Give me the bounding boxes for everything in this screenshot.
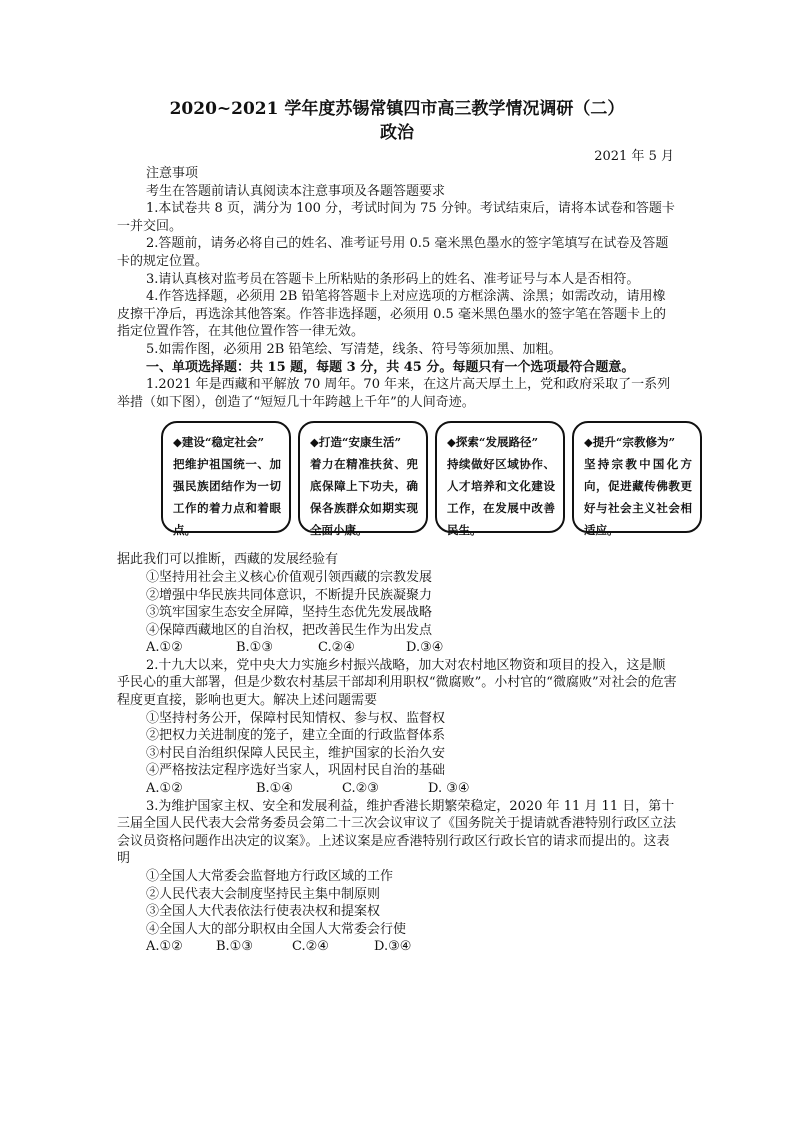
statement: ④保障西藏地区的自治权，把改善民生作为出发点 (146, 622, 433, 638)
measure-card-body: 着力在精准扶贫、兜底保障上下功夫，确保各族群众如期实现全面小康。 (310, 457, 418, 538)
statement: ④严格按法定程序选好当家人，巩固村民自治的基础 (146, 763, 446, 779)
statement: ②增强中华民族共同体意识，不断提升民族凝聚力 (146, 587, 433, 603)
option: D.③④ (374, 939, 412, 955)
q3-stem: 3.为维护国家主权、安全和发展利益，维护香港长期繁荣稳定，2020 年 11 月 11 日，第十三届全国人民代表大会常务委员会第二十三次会议审议了《国务院关于提请就香港特别行政区立法会议员资格问题作出决定的议案》。上述议案是应香港特别行政区行政长官的请求而提出的。这表明 (117, 798, 677, 867)
option: C.②④ (318, 640, 355, 656)
option: D.③④ (406, 640, 444, 656)
section-heading: 一、单项选择题：共 15 题，每题 3 分，共 45 分。每题只有一个选项最符合题意。 (146, 359, 635, 375)
q2-stem: 2.十九大以来，党中央大力实施乡村振兴战略，加大对农村地区物资和项目的投入，这是顺乎民心的重大部署，但是少数农村基层干部却利用职权“微腐败”。小村官的“微腐败”对社会的危害程度更直接，影响也更大。解决上述问题需要 (117, 657, 677, 709)
option: C.②③ (342, 781, 379, 797)
statement: ④全国人大的部分职权由全国人大常委会行使 (146, 921, 407, 937)
measure-card-body: 把维护祖国统一、加强民族团结作为一切工作的着力点和着眼点。 (173, 457, 281, 538)
statement: ③村民自治组织保障人民民主，维护国家的长治久安 (146, 745, 446, 761)
measure-card (298, 421, 428, 538)
statement: ②人民代表大会制度坚持民主集中制原则 (146, 886, 381, 902)
statement: ②把权力关进制度的笼子，建立全面的行政监督体系 (146, 728, 446, 744)
option: A.①② (146, 939, 183, 955)
option: B.①④ (256, 781, 293, 797)
measure-card-body: 坚持宗教中国化方向，促进藏传佛教更好与社会主义社会相适应。 (584, 457, 692, 538)
statement: ③全国人大代表依法行使表决权和提案权 (146, 904, 381, 920)
statement: ①坚持村务公开，保障村民知情权、参与权、监督权 (146, 710, 446, 726)
notes-intro: 考生在答题前请认真阅读本注意事项及各题答题要求 (146, 183, 446, 199)
note-item: 1.本试卷共 8 页，满分为 100 分，考试时间为 75 分钟。考试结束后，请将本试卷和答题卡一并交回。 (117, 201, 675, 234)
q1-stem: 1.2021 年是西藏和平解放 70 周年。70 年来，在这片高天厚土上，党和政府采取了一系列举措（如下图），创造了“短短几十年跨越上千年”的人间奇迹。 (117, 377, 671, 410)
exam-date: 2021 年 5 月 (594, 149, 674, 164)
option: B.①③ (216, 939, 253, 955)
statement: ①全国人大常委会监督地方行政区域的工作 (146, 869, 394, 884)
exam-title: 2020~2021 学年度苏锡常镇四市高三教学情况调研（二） (169, 99, 625, 119)
measure-card (435, 421, 565, 538)
statement: ③筑牢国家生态安全屏障，坚持生态优先发展战略 (146, 605, 433, 621)
measure-card (572, 421, 702, 538)
measure-card-title: ◆探索“发展路径” (447, 435, 539, 450)
q1-lead: 据此我们可以推断，西藏的发展经验有 (117, 552, 339, 568)
statement: ①坚持用社会主义核心价值观引领西藏的宗教发展 (146, 569, 433, 585)
exam-body (117, 165, 692, 956)
q2-options (117, 780, 677, 798)
measure-card-title: ◆提升“宗教修为” (584, 435, 676, 450)
option: D. ③④ (428, 781, 470, 797)
measure-card (161, 421, 291, 538)
q1-options (117, 639, 677, 657)
note-item: 4.作答选择题，必须用 2B 铅笔将答题卡上对应选项的方框涂满、涂黑；如需改动，请用橡皮擦干净后，再选涂其他答案。作答非选择题，必须用 0.5 毫米黑色墨水的签字笔在答题卡上的指定位置作答，在其他位置作答一律无效。 (117, 289, 666, 340)
option: A.①② (146, 640, 183, 656)
option: B.①③ (236, 640, 273, 656)
option: A.①② (146, 781, 183, 797)
notes-heading: 注意事项 (146, 166, 199, 181)
note-item: 3.请认真核对监考员在答题卡上所粘贴的条形码上的姓名、准考证号与本人是否相符。 (146, 271, 640, 287)
note-item: 5.如需作图，必须用 2B 铅笔绘、写清楚，线条、符号等须加黑、加粗。 (146, 341, 562, 357)
q3-options (117, 938, 677, 956)
option: C.②④ (292, 939, 329, 955)
measure-card-title: ◆打造“安康生活” (310, 435, 402, 450)
measure-card-title: ◆建设“稳定社会” (173, 435, 265, 450)
q1-measures-figure (161, 415, 692, 547)
measure-card-body: 持续做好区域协作、人才培养和文化建设工作，在发展中改善民生。 (447, 457, 555, 538)
note-item: 2.答题前，请务必将自己的姓名、准考证号用 0.5 毫米黑色墨水的签字笔填写在试卷及答题卡的规定位置。 (117, 236, 669, 269)
exam-subject: 政治 (380, 123, 414, 143)
